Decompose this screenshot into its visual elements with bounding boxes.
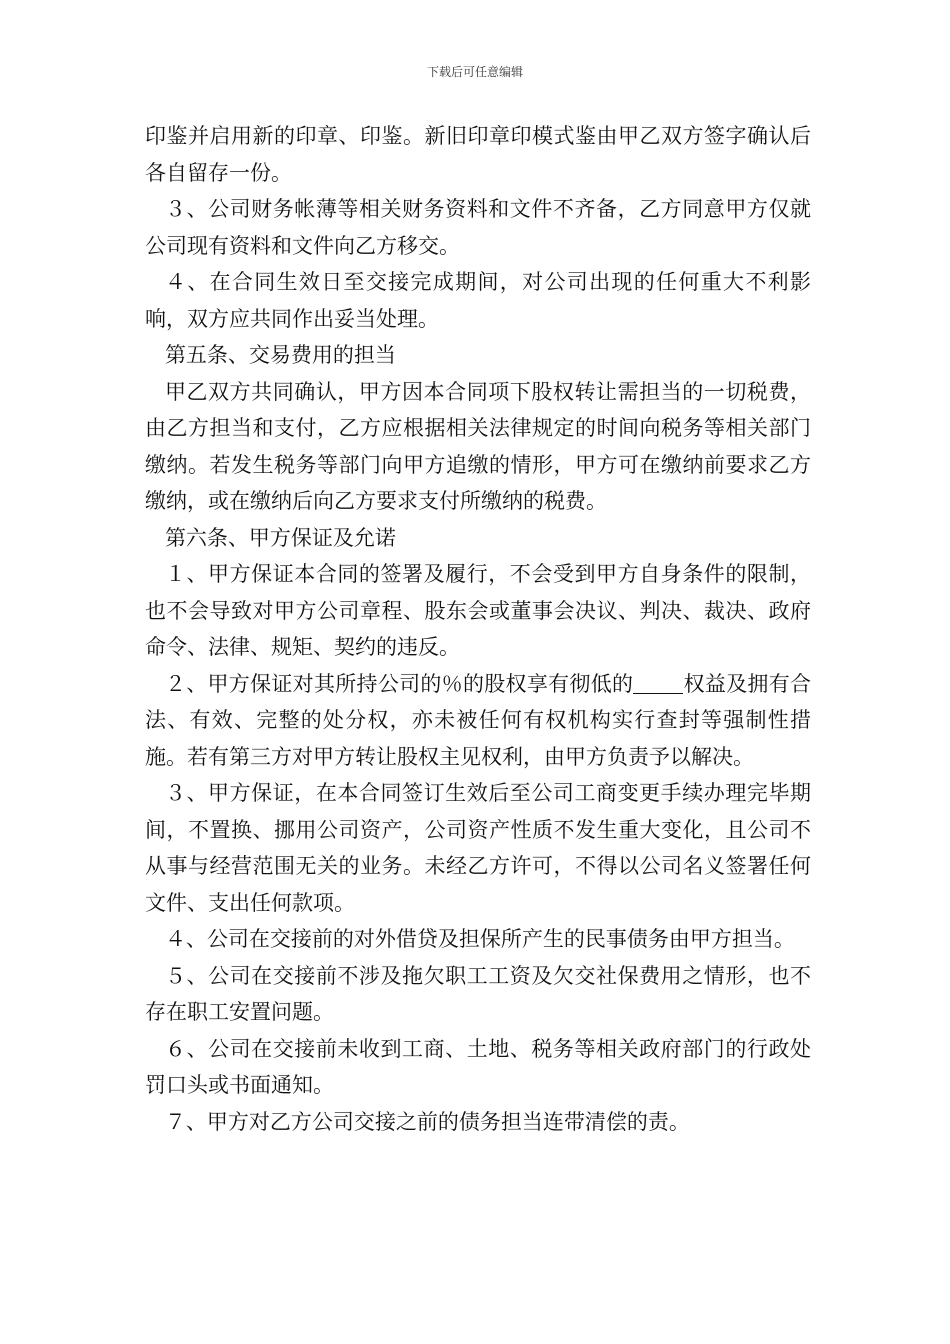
- paragraph-article-6-clause-7: ７、甲方对乙方公司交接之前的债务担当连带清偿的责。: [164, 1109, 690, 1134]
- clause-2-text-end: 权益及拥有合法、有效、完整的处分权，亦未被任何有权机构实行查封等强制性措施。若有第三方对甲方转让股权主见权利，由甲方负责予以解决。: [145, 671, 812, 769]
- page-header-note: 下载后可任意编辑: [426, 65, 523, 79]
- blank-underline: [633, 672, 683, 694]
- document-body: [145, 118, 811, 1140]
- paragraph-article-6-clause-5: ５、公司在交接前不涉及拖欠职工工资及欠交社保费用之情形，也不存在职工安置问题。: [145, 963, 811, 1024]
- paragraph-article-6-clause-2: [145, 666, 811, 776]
- heading-article-5: 第五条、交易费用的担当: [164, 343, 396, 367]
- paragraph-seal-handover: 印鉴并启用新的印章、印鉴。新旧印章印模式鉴由甲乙双方签字确认后各自留存一份。: [145, 124, 811, 185]
- paragraph-article-6-clause-6: ６、公司在交接前未收到工商、土地、税务等相关政府部门的行政处罚口头或书面通知。: [145, 1036, 811, 1097]
- paragraph-article-5-taxes: 甲乙双方共同确认，甲方因本合同项下股权转让需担当的一切税费，由乙方担当和支付，乙方应根据相关法律规定的时间向税务等相关部门缴纳。若发生税务等部门向甲方追缴的情形，甲方可在缴纳前要求乙方缴纳，或在缴纳后向乙方要求支付所缴纳的税费。: [145, 379, 811, 513]
- clause-2-text-start: ２、甲方保证对其所持公司的％的股权享有彻低的: [164, 671, 634, 696]
- paragraph-clause-4-adverse-effects: ４、在合同生效日至交接完成期间，对公司出现的任何重大不利影响，双方应共同作出妥当处理。: [145, 270, 811, 331]
- paragraph-article-6-clause-3: ３、甲方保证，在本合同签订生效后至公司工商变更手续办理完毕期间，不置换、挪用公司资产，公司资产性质不发生重大变化，且公司不从事与经营范围无关的业务。未经乙方许可，不得以公司名义签署任何文件、支出任何款项。: [145, 781, 811, 915]
- paragraph-article-6-clause-4: ４、公司在交接前的对外借贷及担保所产生的民事债务由甲方担当。: [164, 927, 795, 951]
- paragraph-clause-3-financial-records: ３、公司财务帐薄等相关财务资料和文件不齐备，乙方同意甲方仅就公司现有资料和文件向乙方移交。: [145, 197, 811, 258]
- heading-article-6: 第六条、甲方保证及允诺: [164, 525, 396, 550]
- paragraph-article-6-clause-1: １、甲方保证本合同的签署及履行，不会受到甲方自身条件的限制，也不会导致对甲方公司章程、股东会或董事会决议、判决、裁决、政府命令、法律、规矩、契约的违反。: [145, 562, 811, 659]
